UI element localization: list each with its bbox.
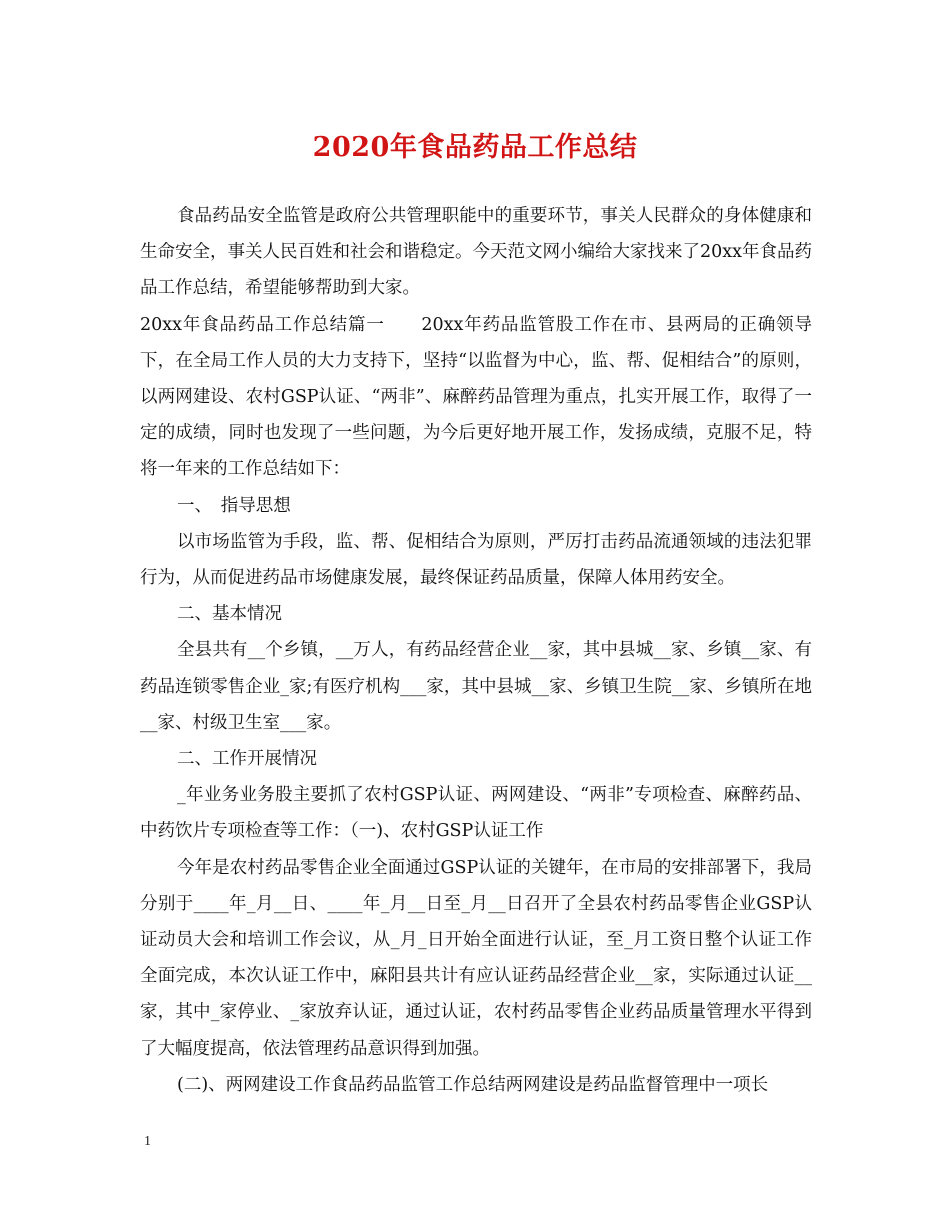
heading-work-progress: 二、工作开展情况 — [177, 749, 317, 770]
heading-basic-situation: 二、基本情况 — [177, 604, 282, 625]
paragraph-two-networks: (二)、两网建设工作食品药品监管工作总结两网建设是药品监督管理中一项长 — [177, 1074, 769, 1095]
paragraph-guiding-ideology: 以市场监管为手段，监、帮、促相结合为原则，严厉打击药品流通领域的违法犯罪行为，从而促进药品市场健康发展，最终保证药品质量，保障人体用药安全。 — [140, 531, 812, 589]
paragraph-intro: 食品药品安全监管是政府公共管理职能中的重要环节，事关人民群众的身体健康和生命安全，事关人民百姓和社会和谐稳定。今天范文网小编给大家找来了20xx年食品药品工作总结，希望能够帮助到大家。 — [140, 206, 813, 299]
document-body — [140, 198, 812, 1103]
heading-guiding-ideology: 一、 指导思想 — [177, 495, 291, 516]
paragraph-work-progress: _年业务业务股主要抓了农村GSP认证、两网建设、“两非”专项检查、麻醉药品、中药饮片专项检查等工作：（一)、农村GSP认证工作 — [140, 785, 812, 842]
paragraph-basic-situation: 全县共有__个乡镇，__万人，有药品经营企业__家，其中县城__家、乡镇__家、有药品连锁零售企业_家;有医疗机构___家，其中县城__家、乡镇卫生院__家、乡镇所在地__家、村级卫生室___家。 — [140, 640, 812, 733]
document-title: 2020年食品药品工作总结 — [312, 132, 638, 163]
paragraph-section-one-intro: 20xx年食品药品工作总结篇一 20xx年药品监管股工作在市、县两局的正确领导下，在全局工作人员的大力支持下，坚持“以监督为中心，监、帮、促相结合”的原则，以两网建设、农村GSP认证、“两非”、麻醉药品管理为重点，扎实开展工作，取得了一定的成绩，同时也发现了一些问题，为今后更好地开展工作，发扬成绩，克服不足，特将一年来的工作总结如下： — [140, 314, 812, 480]
page-number: 1 — [144, 1134, 151, 1149]
paragraph-gsp-certification: 今年是农村药品零售企业全面通过GSP认证的关键年，在市局的安排部署下，我局分别于____年_月__日、____年_月__日至_月__日召开了全县农村药品零售企业GSP认证动员大会和培训工作会议，从_月_日开始全面进行认证，至_月工资日整个认证工作全面完成，本次认证工作中，麻阳县共计有应认证药品经营企业__家，实际通过认证__家，其中_家停业、_家放弃认证，通过认证，农村药品零售企业药品质量管理水平得到了大幅度提高，依法管理药品意识得到加强。 — [140, 857, 812, 1059]
